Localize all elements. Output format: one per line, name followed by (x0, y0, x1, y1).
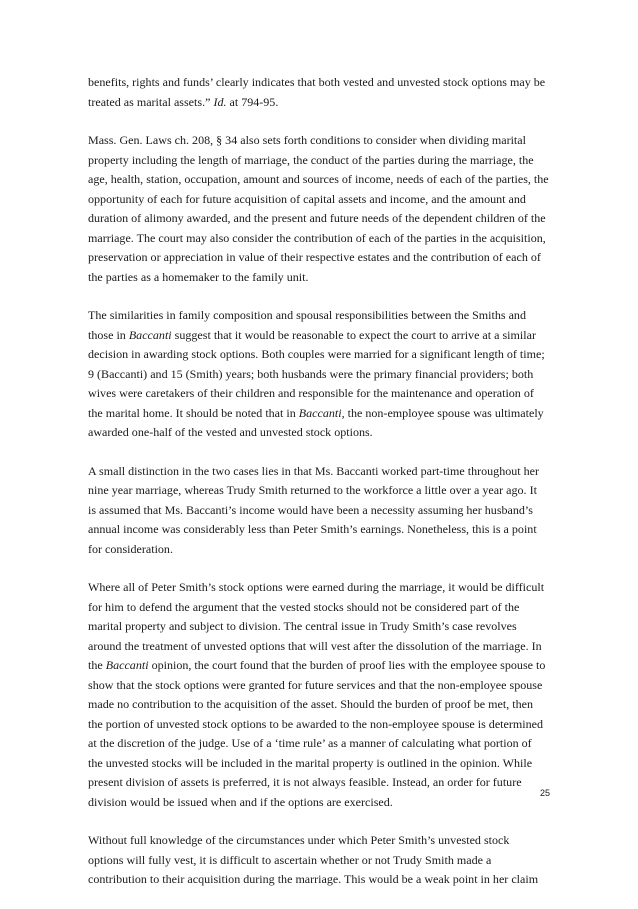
text-segment: made no contribution to the acquisition of the asset. Should the burden of proof be met, then (88, 697, 533, 711)
text-segment: division would be issued when and if the options are exercised. (88, 794, 393, 809)
text-line (88, 170, 572, 190)
text-segment: for consideration. (88, 541, 173, 556)
text-segment: treated as marital assets.” (88, 94, 214, 109)
text-line (88, 734, 572, 754)
text-line (88, 520, 572, 540)
text-line (88, 365, 572, 385)
text-line (88, 793, 572, 813)
text-segment: the marital home. It should be noted that in (88, 405, 299, 420)
text-segment: age, health, station, occupation, amount and sources of income, needs of each of the parties, the (88, 172, 549, 186)
text-segment: at 794-95. (226, 94, 279, 109)
text-line (88, 754, 572, 774)
text-segment: is assumed that Ms. Baccanti’s income would have been a necessity assuming her husband’s (88, 502, 533, 517)
case-citation-italic: Id. (213, 94, 227, 109)
text-line (88, 306, 572, 326)
text-segment: annual income was considerably less than Peter Smith’s earnings. Nonetheless, this is a point (88, 522, 537, 536)
paragraph (88, 462, 572, 560)
text-segment: benefits, rights and funds’ clearly indicates that both vested and unvested stock options may be (88, 75, 546, 89)
text-line (88, 773, 572, 793)
text-line (88, 93, 572, 113)
text-line (88, 384, 572, 404)
text-segment: the parties as a homemaker to the family unit. (88, 269, 309, 284)
text-segment: marriage. The court may also consider the contribution of each of the parties in the acquisition, (88, 230, 546, 245)
text-segment: A small distinction in the two cases lies in that Ms. Baccanti worked part-time throughout her (88, 463, 539, 478)
text-segment: options will fully vest, it is difficult to ascertain whether or not Trudy Smith made a (88, 852, 492, 867)
text-line (88, 481, 572, 501)
text-segment: contribution to their acquisition during the marriage. This would be a weak point in her claim (88, 872, 539, 886)
text-segment: the (88, 658, 106, 672)
text-segment: suggest that it would be reasonable to expect the court to arrive at a similar (171, 327, 536, 342)
text-segment: decision in awarding stock options. Both couples were married for a significant length of time; (88, 347, 545, 361)
text-segment: opportunity of each for future acquisition of capital assets and income, and the amount and (88, 191, 526, 206)
text-line (88, 540, 572, 560)
text-segment: present division of assets is preferred, it is not always feasible. Instead, an order for future (88, 775, 522, 789)
text-segment: the portion of unvested stock options to be awarded to the non-employee spouse is determined (88, 716, 543, 731)
text-line (88, 676, 572, 696)
text-segment: wives were caretakers of their children and responsible for the maintenance and operation of (88, 386, 534, 400)
text-line (88, 151, 572, 171)
text-line (88, 637, 572, 657)
text-segment: the non-employee spouse was ultimately (344, 405, 544, 420)
text-line (88, 229, 572, 249)
text-line (88, 190, 572, 210)
text-segment: duration of alimony awarded, and the present and future needs of the dependent children of the (88, 211, 546, 225)
text-line (88, 851, 572, 871)
text-line (88, 209, 572, 229)
text-line (88, 268, 572, 288)
text-segment: marital property and subject to division. The central issue in Trudy Smith’s case revolves (88, 619, 517, 633)
text-segment: preservation or appreciation in value of their respective estates and the contribution of each of (88, 250, 541, 264)
text-segment: 9 (Baccanti) and 15 (Smith) years; both husbands were the primary financial providers; both (88, 366, 534, 381)
text-segment: show that the stock options were granted for future services and that the non-employee spouse (88, 677, 543, 692)
text-segment: the unvested stocks will be included in the marital property is outlined in the opinion. While (88, 755, 533, 770)
paragraph (88, 131, 572, 287)
text-line (88, 617, 572, 637)
text-line (88, 73, 572, 93)
case-citation-italic: Baccanti, (298, 405, 345, 420)
text-line (88, 404, 572, 424)
text-segment: property including the length of marriage, the conduct of the parties during the marriage, the (88, 152, 534, 167)
text-line (88, 248, 572, 268)
text-segment: opinion, the court found that the burden of proof lies with the employee spouse to (148, 658, 546, 672)
text-line (88, 326, 572, 346)
text-segment: at the discretion of the judge. Use of a ‘time rule’ as a manner of calculating what portion of (88, 736, 532, 750)
text-line (88, 131, 572, 151)
case-citation-italic: Baccanti (105, 658, 149, 672)
text-segment: The similarities in family composition and spousal responsibilities between the Smiths and (88, 308, 526, 322)
text-segment: around the treatment of unvested options that will vest after the dissolution of the marriage. In (88, 638, 542, 653)
page-number: 25 (539, 788, 550, 798)
paragraph (88, 831, 572, 890)
text-segment: nine year marriage, whereas Trudy Smith returned to the workforce a little over a year ago. It (88, 483, 537, 497)
paragraph (88, 306, 572, 443)
case-citation-italic: Baccanti (128, 327, 172, 342)
text-segment: Without full knowledge of the circumstances under which Peter Smith’s unvested stock (88, 833, 510, 847)
text-segment: those in (88, 327, 129, 342)
text-line (88, 462, 572, 482)
document-body (88, 73, 572, 909)
text-line (88, 715, 572, 735)
text-line (88, 423, 572, 443)
text-line (88, 870, 572, 890)
text-line (88, 695, 572, 715)
text-segment: for him to defend the argument that the vested stocks should not be considered part of the (88, 599, 520, 614)
text-segment: Mass. Gen. Laws ch. 208, § 34 also sets forth conditions to consider when dividing marital (88, 133, 526, 147)
text-line (88, 598, 572, 618)
text-line (88, 578, 572, 598)
text-segment: awarded one-half of the vested and unvested stock options. (88, 425, 373, 439)
text-segment: Where all of Peter Smith’s stock options were earned during the marriage, it would be difficult (88, 580, 545, 594)
text-line (88, 501, 572, 521)
text-line (88, 656, 572, 676)
paragraph (88, 73, 572, 112)
paragraph (88, 578, 572, 812)
text-line (88, 345, 572, 365)
text-line (88, 831, 572, 851)
